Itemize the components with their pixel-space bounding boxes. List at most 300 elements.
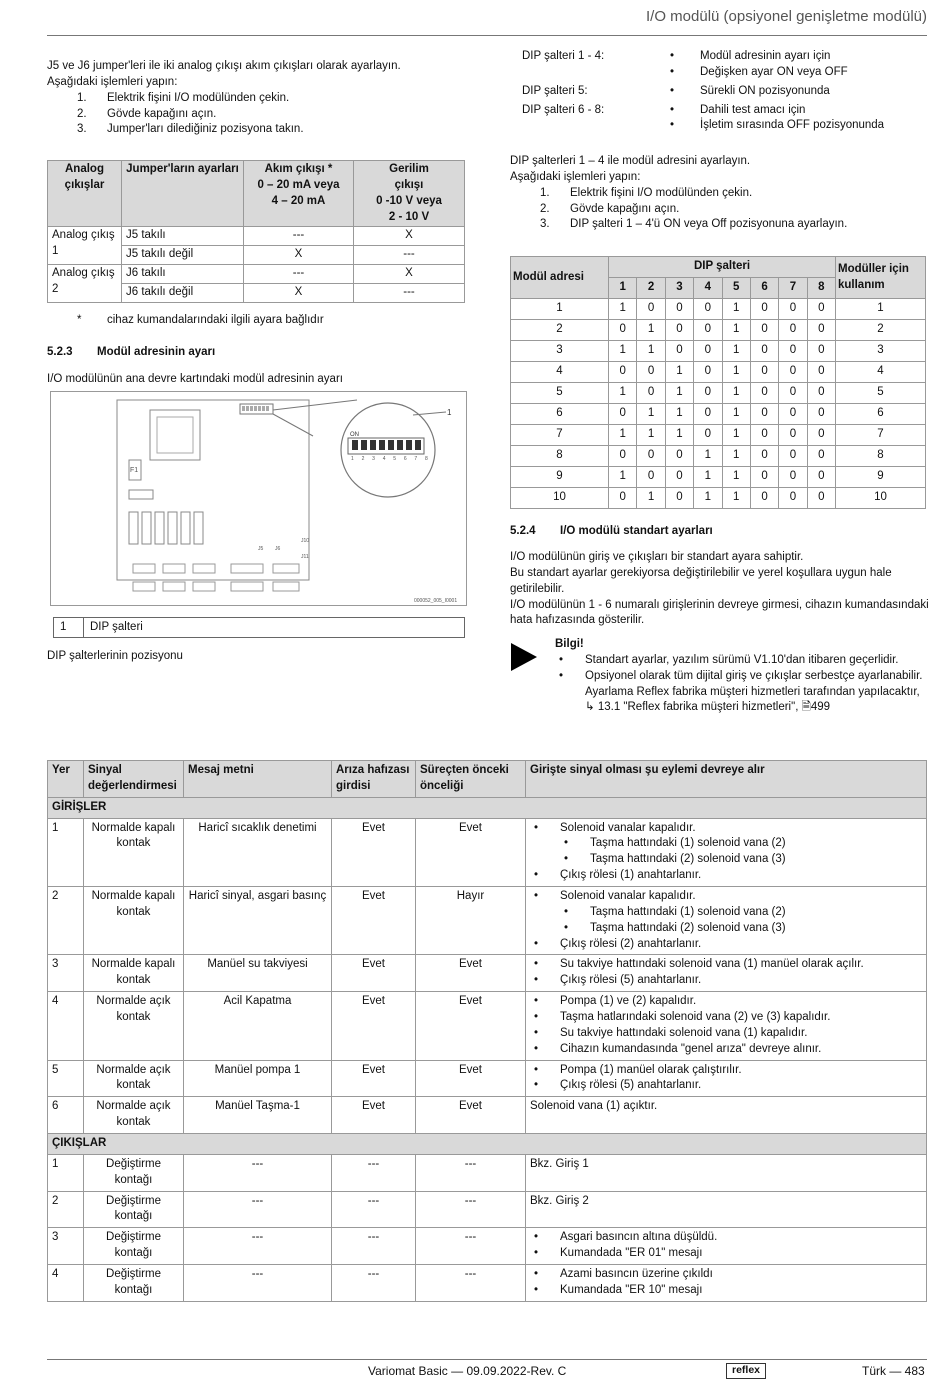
table-row — [511, 467, 926, 488]
bullet-icon: • — [534, 1283, 539, 1296]
table-row — [48, 1097, 927, 1134]
header-rule — [47, 35, 927, 36]
action-item — [530, 1078, 922, 1094]
dip-label: DIP şalteri 6 - 8: — [522, 103, 605, 116]
fault-memory: --- — [332, 1191, 416, 1228]
paragraph: I/O modülünün giriş ve çıkışları bir standart ayara sahiptir. — [510, 551, 804, 563]
table-row — [511, 488, 926, 509]
dip-switch-number: 4 — [694, 278, 722, 299]
figure-caption: I/O modülünün ana devre kartındaki modül adresinin ayarı — [47, 373, 343, 385]
dip-bit: 0 — [750, 446, 778, 467]
dip-row — [522, 84, 932, 100]
jumper-setting: J5 takılı değil — [122, 246, 244, 265]
priority: Evet — [416, 1097, 526, 1134]
row-number: 2 — [48, 887, 84, 955]
jumper-intro: J5 ve J6 jumper'leri ile iki analog çıkışı akım çıkışları olarak ayarlayın. — [47, 60, 401, 72]
action-text: Çıkış rölesi (5) anahtarlanır. — [560, 1079, 702, 1092]
dip-bit: 0 — [665, 320, 693, 341]
message-text: Manüel pompa 1 — [184, 1060, 332, 1097]
dip-bit: 0 — [637, 299, 665, 320]
reference-text[interactable]: 13.1 "Reflex fabrika müşteri hizmetleri", — [597, 701, 799, 714]
bullet-icon: • — [564, 921, 569, 934]
dip-label: DIP şalteri 1 - 4: — [522, 50, 605, 62]
dip-bit: 1 — [722, 341, 750, 362]
fig-label-j11: J11 — [301, 554, 309, 560]
table-row — [48, 887, 927, 955]
step-number: 2. — [77, 107, 87, 120]
row-number: 3 — [48, 955, 84, 992]
step-item — [540, 217, 930, 233]
action-item — [530, 994, 922, 1010]
dip-bit: 1 — [637, 341, 665, 362]
dip-position-caption: DIP şalterlerinin pozisyonu — [47, 650, 183, 662]
link-arrow-icon: ↳ — [585, 701, 595, 714]
action-text: Solenoid vanalar kapalıdır. — [560, 821, 696, 834]
action-text: Çıkış rölesi (1) anahtarlanır. — [560, 869, 702, 882]
action-subitem — [530, 836, 922, 852]
bullet-icon: • — [534, 1026, 539, 1039]
step-text: Jumper'ları dilediğiniz pozisyona takın. — [107, 123, 304, 136]
page-ref-icon: 🗎 — [801, 701, 811, 714]
step-text: Elektrik fişini I/O modülünden çekin. — [570, 186, 753, 199]
dip-bit: 1 — [609, 299, 637, 320]
action-text: Asgari basıncın altına düşüldü. — [560, 1231, 718, 1244]
action-cell — [526, 1060, 927, 1097]
dip-bit: 1 — [665, 383, 693, 404]
table-row — [48, 1265, 927, 1302]
dip-bit: 0 — [637, 362, 665, 383]
message-text: --- — [184, 1265, 332, 1302]
fault-memory: Evet — [332, 818, 416, 886]
step-item — [77, 91, 467, 107]
table-row — [48, 1154, 927, 1191]
dip-bit: 0 — [750, 467, 778, 488]
section-title: I/O modülü standart ayarları — [560, 525, 713, 537]
action-text: Pompa (1) manüel olarak çalıştırılır. — [560, 1063, 742, 1076]
dip-bit: 0 — [750, 299, 778, 320]
table-row — [511, 320, 926, 341]
jumper-current: X — [244, 246, 354, 265]
bullet-icon: • — [564, 853, 569, 866]
jumper-voltage: --- — [354, 284, 465, 303]
dip-item-text: İşletim sırasında OFF pozisyonunda — [700, 119, 885, 132]
dip-bit: 0 — [637, 383, 665, 404]
row-number: 3 — [48, 1228, 84, 1265]
bullet-icon: • — [534, 958, 539, 971]
info-item — [555, 653, 930, 669]
bullet-icon: • — [534, 974, 539, 987]
bullet-icon: • — [534, 1079, 539, 1092]
action-subtext: Taşma hattındaki (1) solenoid vana (2) — [590, 905, 786, 918]
bullet-icon: • — [534, 1247, 539, 1260]
dip-bit: 0 — [807, 488, 835, 509]
dip-bit: 1 — [722, 320, 750, 341]
dip-bit: 1 — [694, 446, 722, 467]
bullet-icon: • — [534, 890, 539, 903]
jumper-output: Analog çıkış 2 — [48, 265, 122, 303]
action-text: Kumandada "ER 10" mesajı — [560, 1283, 703, 1296]
dip-use: 9 — [836, 467, 926, 488]
dip-group — [522, 84, 932, 100]
footer-page: Türk — 483 — [862, 1364, 925, 1378]
fig-code: 000052_005_I0001 — [414, 598, 458, 604]
jumper-current: X — [244, 284, 354, 303]
message-text: Manüel Taşma-1 — [184, 1097, 332, 1134]
bullet-icon: • — [534, 1042, 539, 1055]
dip-bit: 0 — [807, 299, 835, 320]
signal-eval: Normalde açık kontak — [84, 1060, 184, 1097]
step-text: Gövde kapağını açın. — [570, 202, 680, 215]
circuit-board-figure — [50, 391, 467, 606]
dip-label: DIP şalteri 5: — [522, 84, 588, 97]
table-row — [48, 1060, 927, 1097]
dip-th-use: Modüller için kullanım — [836, 257, 926, 299]
dip-bit: 0 — [779, 446, 807, 467]
message-text: Haricî sıcaklık denetimi — [184, 818, 332, 886]
dip-label — [522, 65, 670, 81]
jumper-voltage: X — [354, 227, 465, 246]
bullet-icon: • — [670, 50, 675, 62]
signal-eval: Değiştirme kontağı — [84, 1228, 184, 1265]
dip-address: 7 — [511, 425, 609, 446]
dip-use: 2 — [836, 320, 926, 341]
fig-callout-1: 1 — [447, 408, 452, 417]
io-standard-settings-table — [47, 760, 927, 1302]
figure-legend — [53, 617, 465, 638]
dip-bit: 0 — [807, 383, 835, 404]
step-item — [540, 202, 930, 218]
dip-bit: 0 — [807, 404, 835, 425]
action-item — [530, 937, 922, 953]
jumper-th-setting: Jumper'ların ayarları — [122, 161, 244, 227]
dip-use: 1 — [836, 299, 926, 320]
dip-use: 4 — [836, 362, 926, 383]
jumper-footnote — [77, 313, 324, 329]
dip-use: 7 — [836, 425, 926, 446]
action-subitem — [530, 921, 922, 937]
step-number: 3. — [77, 123, 87, 136]
action-item — [530, 1283, 922, 1299]
step-number: 1. — [77, 91, 87, 104]
dip-bit: 0 — [637, 446, 665, 467]
table-row — [48, 1228, 927, 1265]
dip-bit: 0 — [665, 488, 693, 509]
action-item — [530, 1230, 922, 1246]
signal-eval: Normalde açık kontak — [84, 1097, 184, 1134]
jumper-th-current-text: Akım çıkışı * 0 – 20 mA veya 4 – 20 mA — [257, 163, 340, 207]
row-number: 1 — [48, 1154, 84, 1191]
jumper-output: Analog çıkış 1 — [48, 227, 122, 265]
table-row — [511, 425, 926, 446]
dip-th-switch: DIP şalteri — [609, 257, 836, 278]
dip-bit: 1 — [637, 320, 665, 341]
bullet-icon: • — [559, 669, 564, 682]
info-block — [555, 637, 930, 716]
action-text: Su takviye hattındaki solenoid vana (1) manüel olarak açılır. — [560, 958, 864, 971]
standard-settings-text — [510, 550, 930, 629]
dip-bit: 1 — [722, 467, 750, 488]
dip-bit: 0 — [609, 404, 637, 425]
info-items — [555, 653, 930, 701]
dip-bit: 0 — [807, 425, 835, 446]
action-cell — [526, 992, 927, 1060]
fig-label-on: ON — [350, 432, 359, 438]
paragraph: Bu standart ayarlar gerekiyorsa değiştirilebilir ve yerel koşullara uygun hale getirilebilir. — [510, 566, 892, 595]
signal-eval: Normalde kapalı kontak — [84, 887, 184, 955]
right-address-block — [510, 154, 930, 233]
action-text: Bkz. Giriş 2 — [530, 1194, 589, 1207]
bullet-icon: • — [534, 1268, 539, 1281]
action-text: Çıkış rölesi (5) anahtarlanır. — [560, 974, 702, 987]
dip-bit: 0 — [750, 404, 778, 425]
message-text: --- — [184, 1191, 332, 1228]
action-cell — [526, 955, 927, 992]
dip-switch-number: 3 — [665, 278, 693, 299]
step-text: Elektrik fişini I/O modülünden çekin. — [107, 91, 290, 104]
action-text: Azami basıncın üzerine çıkıldı — [560, 1268, 713, 1281]
steps-intro: Aşağıdaki işlemleri yapın: — [47, 75, 178, 88]
table-row — [511, 299, 926, 320]
dip-bit: 0 — [807, 362, 835, 383]
dip-bit: 0 — [694, 404, 722, 425]
message-text: Manüel su takviyesi — [184, 955, 332, 992]
dip-bit: 0 — [779, 299, 807, 320]
dip-item-text: Modül adresinin ayarı için — [700, 50, 831, 62]
fault-memory: Evet — [332, 887, 416, 955]
dip-bit: 1 — [637, 404, 665, 425]
dip-bit: 0 — [779, 362, 807, 383]
dip-bit: 0 — [807, 320, 835, 341]
table-row — [511, 341, 926, 362]
priority: --- — [416, 1228, 526, 1265]
bullet-icon: • — [534, 1011, 539, 1024]
dip-bit: 1 — [722, 446, 750, 467]
reference-page[interactable]: 499 — [810, 701, 831, 714]
dip-use: 6 — [836, 404, 926, 425]
dip-bit: 0 — [779, 488, 807, 509]
action-subtext: Taşma hattındaki (1) solenoid vana (2) — [590, 837, 786, 850]
signal-eval: Normalde kapalı kontak — [84, 818, 184, 886]
priority: Evet — [416, 955, 526, 992]
bullet-icon: • — [534, 1063, 539, 1076]
action-text: Pompa (1) ve (2) kapalıdır. — [560, 995, 697, 1008]
jumper-voltage: --- — [354, 246, 465, 265]
fig-dip-numbers: 1 2 3 4 5 6 7 8 — [351, 456, 431, 462]
dip-bit: 1 — [609, 425, 637, 446]
main-th: Yer — [48, 761, 84, 798]
fig-label-j10: J10 — [301, 538, 310, 544]
action-subitem — [530, 852, 922, 868]
legend-key: 1 — [54, 618, 84, 637]
dip-bit: 0 — [694, 362, 722, 383]
action-item — [530, 1246, 922, 1262]
action-item — [530, 957, 922, 973]
left-intro-block — [47, 59, 467, 138]
action-item — [530, 1267, 922, 1283]
row-number: 1 — [48, 818, 84, 886]
bullet-icon: • — [559, 653, 564, 666]
table-row — [48, 818, 927, 886]
circuit-board-drawing — [51, 392, 466, 605]
dip-bit: 0 — [779, 341, 807, 362]
main-th: Arıza hafızası girdisi — [332, 761, 416, 798]
priority: --- — [416, 1191, 526, 1228]
page-header-title: I/O modülü (opsiyonel genişletme modülü) — [646, 8, 927, 25]
footer-rule — [47, 1359, 927, 1360]
action-item — [530, 1063, 922, 1079]
dip-bit: 1 — [665, 362, 693, 383]
dip-bit: 1 — [722, 299, 750, 320]
priority: --- — [416, 1265, 526, 1302]
dip-bit: 1 — [722, 362, 750, 383]
dip-item-text: Değişken ayar ON veya OFF — [700, 65, 848, 78]
info-reference — [555, 700, 930, 716]
table-row — [511, 404, 926, 425]
step-item — [77, 122, 467, 138]
dip-address: 10 — [511, 488, 609, 509]
dip-group — [522, 49, 932, 81]
action-item — [530, 821, 922, 837]
action-item — [530, 868, 922, 884]
dip-address: 5 — [511, 383, 609, 404]
step-item — [540, 186, 930, 202]
action-item — [530, 1010, 922, 1026]
priority: Evet — [416, 1060, 526, 1097]
dip-bit: 0 — [694, 425, 722, 446]
bullet-icon: • — [534, 995, 539, 1008]
main-th: Mesaj metni — [184, 761, 332, 798]
dip-row — [522, 118, 932, 134]
priority: Evet — [416, 992, 526, 1060]
dip-switch-number: 2 — [637, 278, 665, 299]
priority: Hayır — [416, 887, 526, 955]
section-title: Modül adresinin ayarı — [97, 346, 216, 358]
dip-bit: 0 — [694, 299, 722, 320]
bullet-icon: • — [670, 65, 675, 78]
dip-address: 6 — [511, 404, 609, 425]
footer-doc: Variomat Basic — 09.09.2022-Rev. C — [368, 1364, 567, 1378]
signal-eval: Değiştirme kontağı — [84, 1265, 184, 1302]
dip-bit: 0 — [779, 425, 807, 446]
jumper-setting: J6 takılı — [122, 265, 244, 284]
section-number: 5.2.4 — [510, 525, 536, 537]
fig-label-j5: J5 — [258, 546, 264, 552]
action-text: Solenoid vanalar kapalıdır. — [560, 890, 696, 903]
step-item — [77, 107, 467, 123]
action-item — [530, 889, 922, 905]
fault-memory: Evet — [332, 1060, 416, 1097]
dip-address: 4 — [511, 362, 609, 383]
dip-bit: 1 — [609, 383, 637, 404]
legend-value: DIP şalteri — [90, 621, 143, 633]
bullet-icon: • — [534, 937, 539, 950]
right-steps-intro: Aşağıdaki işlemleri yapın: — [510, 170, 641, 183]
action-text: Cihazın kumandasında "genel arıza" devreye alınır. — [560, 1042, 822, 1055]
dip-bit: 0 — [609, 488, 637, 509]
jumper-th-current — [244, 161, 354, 227]
dip-th-address: Modül adresi — [511, 257, 609, 299]
signal-eval: Normalde kapalı kontak — [84, 955, 184, 992]
dip-bit: 0 — [694, 320, 722, 341]
dip-bit: 1 — [665, 425, 693, 446]
bullet-icon: • — [564, 905, 569, 918]
bullet-icon: • — [534, 821, 539, 834]
step-text: Gövde kapağını açın. — [107, 107, 217, 120]
dip-bit: 0 — [609, 320, 637, 341]
fig-label-f1: F1 — [130, 467, 139, 474]
dip-bit: 0 — [665, 446, 693, 467]
dip-group — [522, 103, 932, 135]
table-row — [48, 992, 927, 1060]
section-5-2-4-heading — [510, 524, 713, 540]
action-cell — [526, 1228, 927, 1265]
table-row — [511, 446, 926, 467]
dip-bit: 0 — [779, 383, 807, 404]
dip-address-table — [510, 256, 926, 509]
dip-bit: 1 — [694, 467, 722, 488]
dip-address: 3 — [511, 341, 609, 362]
jumper-table — [47, 160, 465, 303]
dip-switch-number: 6 — [750, 278, 778, 299]
section-5-2-3-heading — [47, 345, 215, 361]
dip-bit: 0 — [750, 425, 778, 446]
signal-eval: Değiştirme kontağı — [84, 1154, 184, 1191]
dip-bit: 0 — [779, 320, 807, 341]
step-number: 1. — [540, 186, 550, 199]
message-text: --- — [184, 1228, 332, 1265]
dip-bit: 0 — [807, 467, 835, 488]
footnote-text: cihaz kumandalarındaki ilgili ayara bağlıdır — [107, 314, 324, 326]
reflex-logo: reflex — [726, 1363, 766, 1379]
action-cell — [526, 1154, 927, 1191]
action-text: Solenoid vana (1) açıktır. — [530, 1100, 658, 1113]
dip-use: 10 — [836, 488, 926, 509]
message-text: Acil Kapatma — [184, 992, 332, 1060]
action-cell — [526, 1097, 927, 1134]
dip-address: 2 — [511, 320, 609, 341]
info-icon — [511, 643, 537, 677]
bullet-icon: • — [534, 1231, 539, 1244]
dip-bit: 0 — [665, 341, 693, 362]
fault-memory: --- — [332, 1154, 416, 1191]
group-row — [48, 1134, 927, 1155]
dip-bit: 0 — [750, 383, 778, 404]
group-label: GİRİŞLER — [48, 797, 927, 818]
dip-bit: 0 — [779, 467, 807, 488]
dip-bit: 0 — [750, 341, 778, 362]
dip-bit: 1 — [609, 341, 637, 362]
dip-use: 8 — [836, 446, 926, 467]
bullet-icon: • — [670, 84, 675, 97]
group-row — [48, 797, 927, 818]
action-text: Çıkış rölesi (2) anahtarlanır. — [560, 937, 702, 950]
dip-bit: 0 — [694, 341, 722, 362]
row-number: 2 — [48, 1191, 84, 1228]
info-title: Bilgi! — [555, 638, 584, 650]
dip-bit: 0 — [807, 341, 835, 362]
action-cell — [526, 1191, 927, 1228]
jumper-current: --- — [244, 227, 354, 246]
table-row — [511, 362, 926, 383]
priority: --- — [416, 1154, 526, 1191]
action-text: Su takviye hattındaki solenoid vana (1) kapalıdır. — [560, 1026, 808, 1039]
info-item — [555, 669, 930, 701]
dip-switch-number: 1 — [609, 278, 637, 299]
main-th: Sinyal değerlendirmesi — [84, 761, 184, 798]
message-text: --- — [184, 1154, 332, 1191]
fig-label-j6: J6 — [275, 546, 281, 552]
dip-switch-number: 8 — [807, 278, 835, 299]
